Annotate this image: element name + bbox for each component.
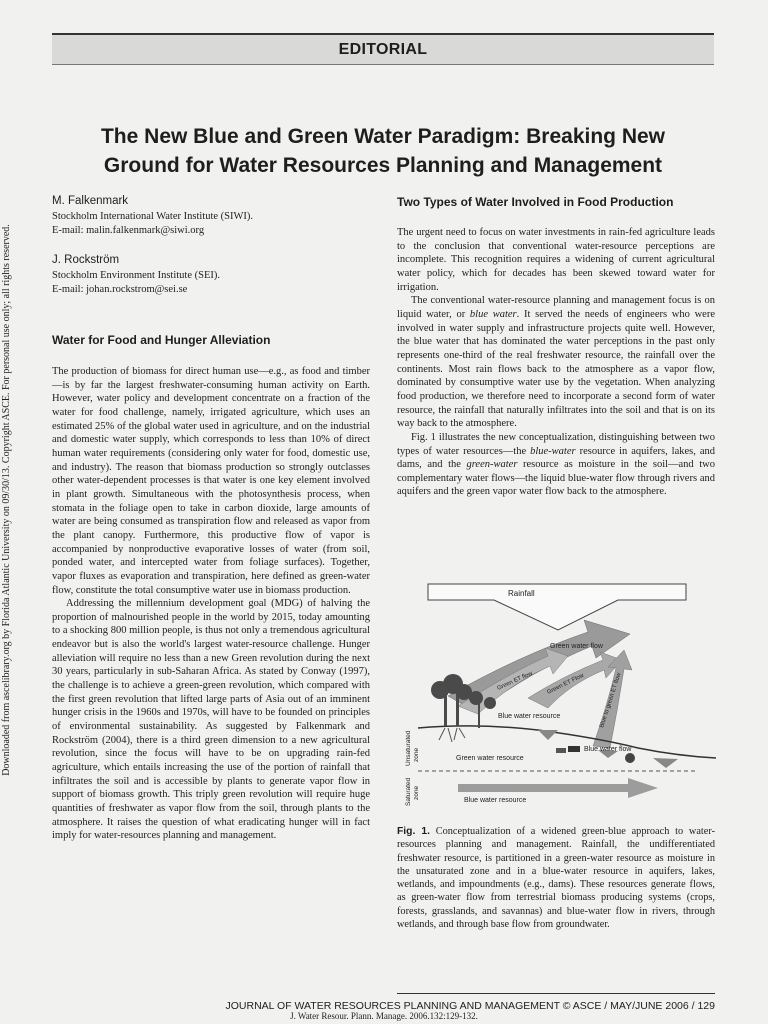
blue-water-flow-arrow <box>458 778 658 798</box>
author-affiliation: Stockholm International Water Institute (SIWI). <box>52 211 254 222</box>
blue-water-resource-label: Blue water resource <box>498 713 561 720</box>
section-banner: EDITORIAL <box>52 33 714 65</box>
journal-footer: JOURNAL OF WATER RESOURCES PLANNING AND MANAGEMENT © ASCE / MAY/JUNE 2006 / 129 <box>225 1000 715 1012</box>
rainfall-arrow <box>428 584 686 630</box>
author-block-2 <box>52 254 382 297</box>
author-name: J. Rockström <box>52 254 120 266</box>
pond <box>538 730 558 740</box>
paragraph: Fig. 1 illustrates the new conceptualization, distinguishing between two types of water resources—the blue-water resource in aquifers, lakes, and dams, and the green-water resource as moisture in the soil—and two complementary water flows—the liquid blue-water flow through rivers and aquifers and the green vapor water flow back to the atmosphere. <box>397 431 716 498</box>
title-line-1: The New Blue and Green Water Paradigm: Breaking New <box>100 125 666 148</box>
green-et-flow-label: Green ET flow <box>496 670 534 692</box>
download-notice: Downloaded from ascelibrary.org by Florida Atlantic University on 09/30/13. Copyright ASCE. For personal use only; all rights reserved. <box>1 224 12 776</box>
author-name: M. Falkenmark <box>52 195 129 207</box>
author-affiliation: Stockholm Environment Institute (SEI). <box>52 270 220 281</box>
ground-surface <box>418 726 716 758</box>
saturated-zone-label: zone <box>413 785 420 800</box>
green-water-resource-label: Green water resource <box>456 755 524 762</box>
citation-line: J. Water Resour. Plann. Manage. 2006.132:129-132. <box>290 1011 478 1021</box>
dam <box>568 746 580 752</box>
right-column-text <box>397 226 715 499</box>
rainfall-label: Rainfall <box>508 589 535 598</box>
caption-text: Conceptualization of a widened green-blue approach to water-resources planning and management. Rainfall, the undifferentiated freshwater resource, is partitioned in a green-water resource as moisture in the unsaturated zone and in a blue-water resource in aquifers, lakes, wetlands, and impoundments (e.g., dams). These resources generate flows, as green-water flow from terrestrial biomass producing systems (crops, forests, grasslands, and savannas) and blue-water flow in rivers, through wetlands, and through base flow from groundwater. <box>397 826 716 931</box>
unsaturated-zone-label: zone <box>413 747 420 762</box>
green-et-flow-label: Green ET Flow <box>546 672 586 696</box>
section-heading: Two Types of Water Involved in Food Production <box>397 195 674 209</box>
unsaturated-zone-label: Unsaturated <box>405 730 412 766</box>
paragraph: The production of biomass for direct human use—e.g., as food and timber—is by far the largest freshwater-consuming human activity on Earth. However, water policy and development concentrate on a fraction of the water for food challenge, namely, irrigated agriculture, which uses an estimated 25% of the global water used in agriculture, and on the industrial and domestic water supply, which corresponds to less than 10% of direct human water requirements (considering only water for food, domestic use, and industry). The reason that biomass production so strongly outclasses other water-dependent processes is that water is one key element involved in plant growth. Simultaneous with the photosynthesis process, when stomata in the foliage open to take in carbon dioxide, large amounts of water are being consumed as transpiration flow and released as vapor from the plant canopy. Furthermore, this productive flow of vapor is accompanied by nonproductive evaporative losses of water (from soil, ponded water, and intercepted water from foliage surfaces). Together, vapor fluxes as evaporation and transpiration, here defined as green-water flow, constitute the total consumptive water use in biomass production. <box>52 366 370 596</box>
dam <box>556 748 566 753</box>
author-email[interactable]: E-mail: johan.rockstrom@sei.se <box>52 284 188 295</box>
paragraph: Addressing the millennium development goal (MDG) of halving the proportion of malnourished people in the world by 2015, today amounting to a shocking 800 million people, is thus not only a tremendous agricultural endeavor but is also the world's largest water-resource challenge. Hunger alleviation will require no less than a new Green revolution during the next 30 years, particularly in sub-Saharan Africa. As stated by Conway (1997), the challenge is to achieve a green-green revolution, which compared with the first green revolution that lifted large parts of Asia out of an imminent hunger crisis in the 1960s and 1970s, will have to be founded on principles of environmental sustainability. As suggested by Falkenmark and Rockström (2004), there is a third green dimension to a new agricultural revolution, since the focus will have to be on upgrading rain-fed agriculture, which entails increasing the use of the portion of rainfall that infiltrates the soil and is accessible by plants to generate vapor flow in support of biomass growth. This triply green revolution will require huge quantities of freshwater as vapor flow from the soil, through plants to the atmosphere. It raises the question of what eradicating hunger will in fact imply for water-resources planning and management. <box>52 598 370 842</box>
author-email[interactable]: E-mail: malin.falkenmark@siwi.org <box>52 225 205 236</box>
figure-caption <box>397 825 715 931</box>
blue-to-green-et-flow-label: Blue to green ET flow <box>599 672 623 729</box>
saturated-zone-label: Saturated <box>405 777 412 806</box>
figure-1 <box>398 578 716 816</box>
author-block-1 <box>52 195 382 238</box>
paragraph: The conventional water-resource planning and management focus is on liquid water, or blue water. It served the needs of engineers who were involved in water supply and infrastructure projects quite well. However, the blue water that has dominated the water perceptions in the past only represents one-third of the real freshwater resource, the rainfall over the continents. Most rain flows back to the atmosphere as a vapor flow, dominated by consumptive water use by the vegetation. When analyzing food production, we therefore need to incorporate a second form of water resource, the rainfall that naturally infiltrates into the soil and that is on its way back to the atmosphere. <box>397 295 715 430</box>
blue-water-resource-label: Blue water resource <box>464 797 527 804</box>
section-heading: Water for Food and Hunger Alleviation <box>52 333 271 347</box>
footer-rule <box>397 993 715 994</box>
blue-water-flow-label: Blue water flow <box>584 746 632 753</box>
green-water-flow-label: Green water flow <box>550 643 603 650</box>
title-line-2: Ground for Water Resources Planning and Management <box>103 154 663 177</box>
caption-label: Fig. 1. <box>397 826 430 837</box>
left-column-text <box>52 365 370 843</box>
article-title <box>52 122 714 180</box>
roots <box>439 728 465 742</box>
river <box>653 758 678 768</box>
paragraph: The urgent need to focus on water investments in rain-fed agriculture leads to the conclusion that conventional water-resource perceptions are incomplete. This recognition requires a widening of current agricultural water policy, which for decades has been skewed toward water for irrigation. <box>397 227 715 293</box>
shrub <box>625 753 635 763</box>
